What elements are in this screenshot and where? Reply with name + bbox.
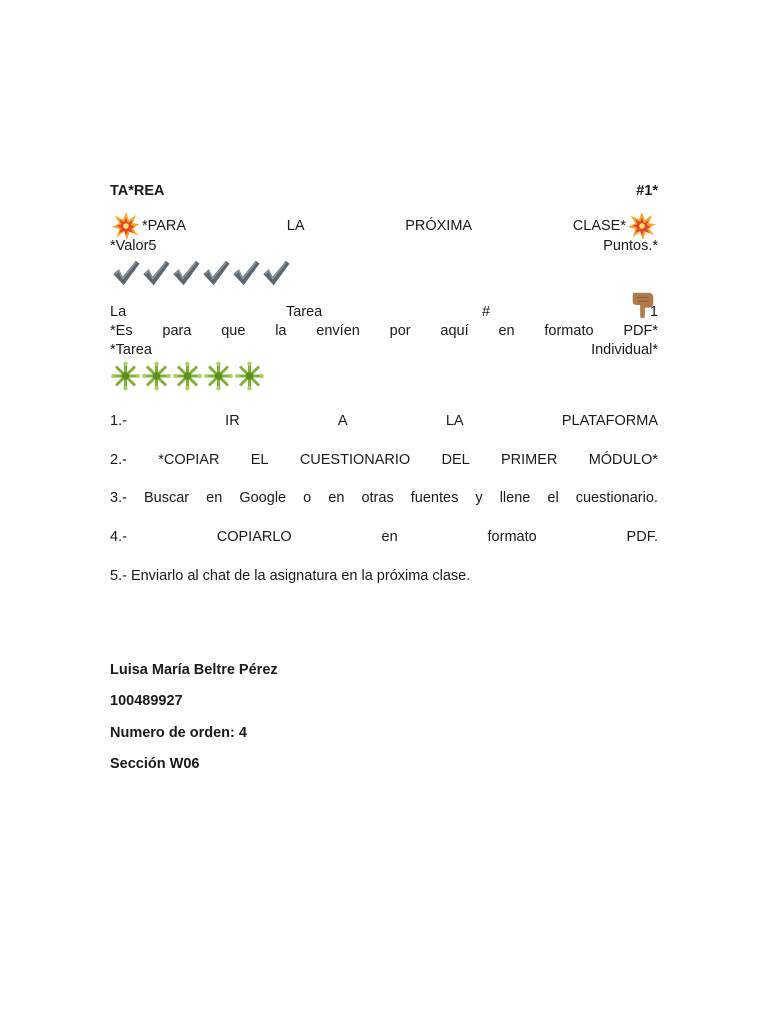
- step-word: formato: [487, 529, 537, 545]
- class-word: *PARA: [142, 218, 187, 234]
- instr-word: la: [275, 323, 287, 339]
- task-word: Tarea: [285, 304, 323, 320]
- class-word: PRÓXIMA: [405, 218, 473, 234]
- task-word: La: [110, 304, 127, 320]
- step-word: cuestionario.: [575, 490, 658, 506]
- step-word: PLATAFORMA: [561, 413, 658, 429]
- heavy-check-mark-icon: [230, 258, 261, 288]
- step-word: LA: [445, 413, 464, 429]
- individual-line: [110, 341, 658, 359]
- instr-word: que: [221, 323, 246, 339]
- step-2: [110, 451, 658, 469]
- step-word: en: [381, 529, 398, 545]
- task-word: 1: [649, 304, 658, 320]
- order-number: [110, 724, 658, 742]
- step-1: [110, 412, 658, 430]
- step-word: fuentes: [410, 490, 459, 506]
- step-word: otras: [361, 490, 394, 506]
- sparkle-icon: [141, 361, 172, 391]
- step-word: A: [337, 413, 348, 429]
- title-right: #1*: [636, 183, 658, 199]
- heavy-check-mark-icon: [200, 258, 231, 288]
- instr-word: *Es: [110, 323, 133, 339]
- step-word: EL: [250, 452, 269, 468]
- student-id: [110, 692, 658, 710]
- student-name: [110, 661, 658, 679]
- value-word: Puntos.*: [603, 238, 658, 254]
- heavy-check-mark-icon: [170, 258, 201, 288]
- value-word: *Valor5: [110, 238, 157, 254]
- sparkle-icon: [234, 361, 265, 391]
- instr-word: aquí: [440, 323, 469, 339]
- step-5-text: 5.- Enviarlo al chat de la asignatura en la próxima clase.: [110, 568, 471, 584]
- section: [110, 755, 658, 773]
- step-word: en: [328, 490, 345, 506]
- step-5: [110, 567, 658, 585]
- step-word: y: [475, 490, 483, 506]
- instr-word: en: [498, 323, 515, 339]
- step-3: [110, 489, 658, 507]
- step-4: [110, 528, 658, 546]
- heavy-check-mark-icon: [140, 258, 171, 288]
- class-word: LA: [286, 218, 305, 234]
- student-name-text: Luisa María Beltre Pérez: [110, 662, 278, 678]
- task-word: #: [482, 304, 491, 320]
- task-number-line: [110, 303, 658, 321]
- step-word: 1.-: [110, 413, 127, 429]
- individual-word: *Tarea: [110, 342, 152, 358]
- instr-word: por: [389, 323, 411, 339]
- step-word: o: [303, 490, 312, 506]
- order-number-text: Numero de orden: 4: [110, 725, 247, 741]
- heavy-check-mark-icon: [260, 258, 291, 288]
- step-word: CUESTIONARIO: [299, 452, 411, 468]
- step-word: 2.-: [110, 452, 127, 468]
- step-word: DEL: [441, 452, 470, 468]
- step-word: en: [206, 490, 223, 506]
- instr-word: envíen: [316, 323, 360, 339]
- title-left: TA*REA: [110, 183, 165, 199]
- step-word: MÓDULO*: [588, 452, 658, 468]
- sparkle-icon: [203, 361, 234, 391]
- step-word: COPIARLO: [216, 529, 292, 545]
- step-word: Google: [239, 490, 287, 506]
- step-word: IR: [225, 413, 240, 429]
- step-word: PRIMER: [501, 452, 558, 468]
- class-word: CLASE*: [572, 218, 626, 234]
- sparkle-icon: [172, 361, 203, 391]
- instr-word: formato: [544, 323, 594, 339]
- sparkle-icon: [110, 361, 141, 391]
- instr-word: PDF*: [623, 323, 658, 339]
- instructions-line: [110, 322, 658, 340]
- step-word: el: [547, 490, 559, 506]
- step-word: 3.-: [110, 490, 127, 506]
- step-word: PDF.: [626, 529, 658, 545]
- student-id-text: 100489927: [110, 693, 183, 709]
- step-word: 4.-: [110, 529, 127, 545]
- sparkle-row: [110, 361, 265, 391]
- check-row: [110, 258, 290, 288]
- value-line: [110, 237, 658, 255]
- step-word: llene: [499, 490, 531, 506]
- title-line: [110, 182, 658, 200]
- step-word: *COPIAR: [158, 452, 220, 468]
- backhand-index-pointing-down-icon: [628, 288, 658, 320]
- individual-word: Individual*: [591, 342, 658, 358]
- step-word: Buscar: [143, 490, 190, 506]
- heavy-check-mark-icon: [110, 258, 141, 288]
- instr-word: para: [162, 323, 192, 339]
- section-text: Sección W06: [110, 756, 200, 772]
